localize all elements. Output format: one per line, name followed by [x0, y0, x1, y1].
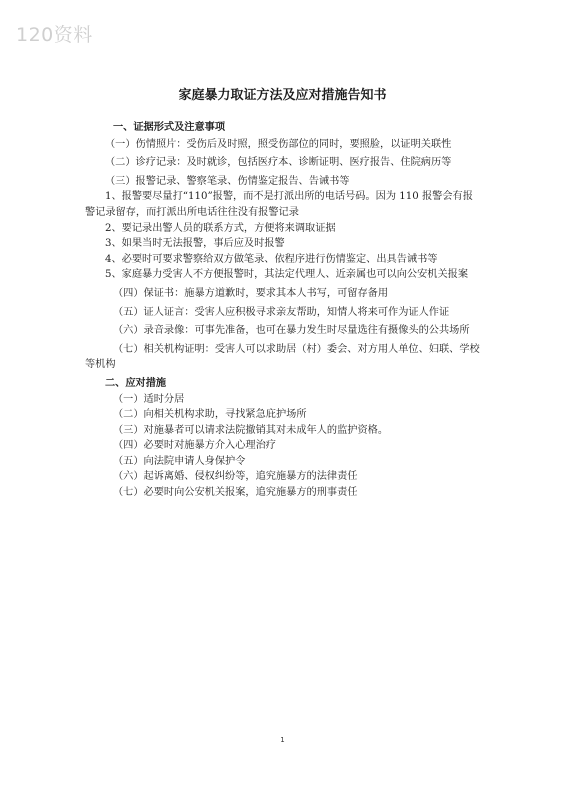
paragraph-audio-video: （六）录音录像：可事先准备，也可在暴力发生时尽量选往有摄像头的公共场所 [113, 325, 470, 337]
section-heading-measures: 二、应对措施 [105, 376, 167, 389]
paragraph-institution-proof: （七）相关机构证明：受害人可以求助居（村）委会、对方用人单位、妇联、学校等机构 [85, 343, 480, 371]
list-item: （六）起诉离婚、侵权纠纷等，追究施暴方的法律责任 [113, 471, 358, 483]
paragraph-injury-photos: （一）伤情照片：受伤后及时照，照受伤部位的同时，要照脸，以证明关联性 [105, 138, 452, 150]
watermark: 120资料 [16, 24, 93, 46]
page-number: 1 [280, 736, 285, 744]
document-body [85, 120, 482, 501]
section-heading-evidence: 一、证据形式及注意事项 [113, 121, 226, 133]
list-item: 2、要记录出警人员的联系方式，方便将来调取证据 [105, 222, 336, 234]
paragraph-police-records: （三）报警记录、警察笔录、伤情鉴定报告、告诫书等 [105, 175, 350, 187]
paragraph-medical-records: （二）诊疗记录：及时就诊，包括医疗本、诊断证明、医疗报告、住院病历等 [105, 157, 452, 169]
list-item: 3、如果当时无法报警，事后应及时报警 [105, 238, 285, 250]
list-item: （四）必要时对施暴方介入心理治疗 [113, 440, 276, 452]
paragraph-witness-testimony: （五）证人证言：受害人应积极寻求亲友帮助，知情人将来可作为证人作证 [113, 306, 450, 318]
list-item: （一）适时分居 [113, 393, 185, 405]
list-item: （七）必要时向公安机关报案，追究施暴方的刑事责任 [113, 487, 358, 499]
list-item: （二）向相关机构求助，寻找紧急庇护场所 [113, 409, 307, 421]
list-item: 5、家庭暴力受害人不方便报警时，其法定代理人、近亲属也可以向公安机关报案 [105, 269, 469, 281]
list-item: 1、报警要尽量打“110”报警，而不是打派出所的电话号码。因为 110 报警会有报警记录留存，而打派出所电话往往没有报警记录 [85, 191, 473, 218]
list-item: （五）向法院申请人身保护令 [113, 455, 246, 467]
paragraph-guarantee-letter: （四）保证书：施暴方道歉时，要求其本人书写，可留存备用 [113, 287, 389, 299]
list-item: 4、必要时可要求警察给双方做笔录、依程序进行伤情鉴定、出具告诫书等 [105, 253, 438, 265]
list-item: （三）对施暴者可以请求法院撤销其对未成年人的监护资格。 [113, 424, 389, 436]
document-title: 家庭暴力取证方法及应对措施告知书 [178, 88, 387, 103]
